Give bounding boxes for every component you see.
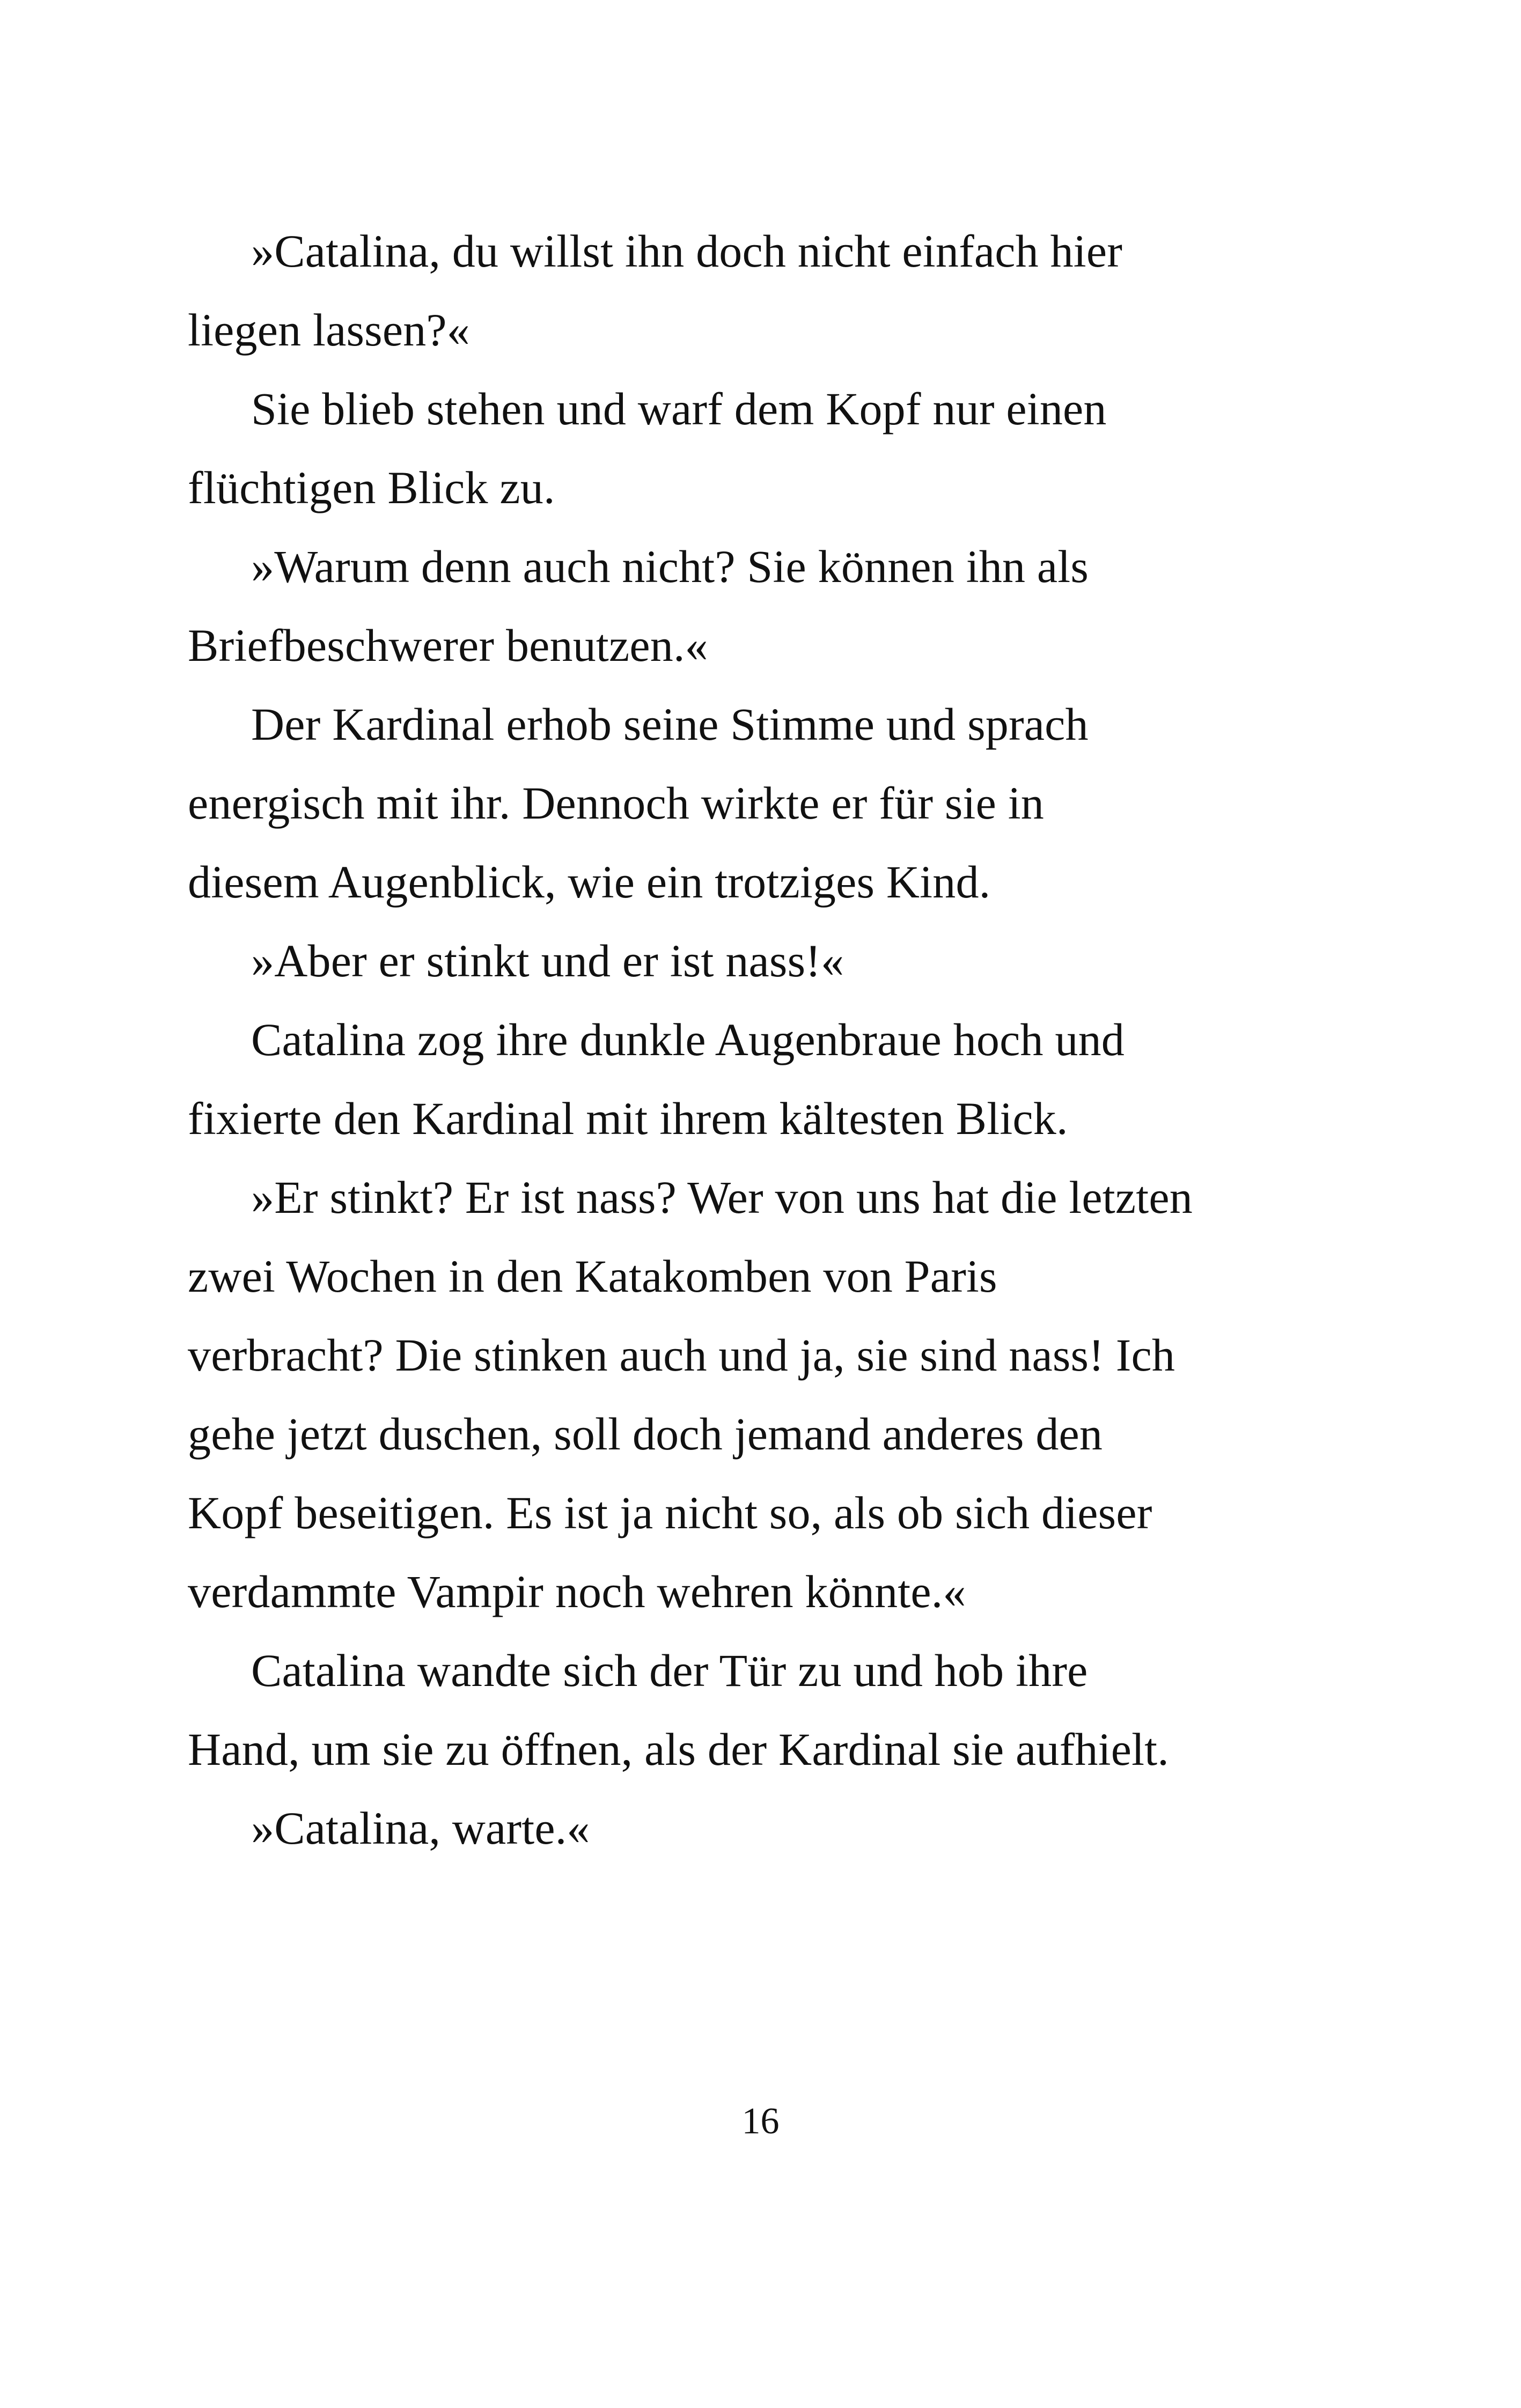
paragraph: »Catalina, warte.« bbox=[251, 1802, 590, 1854]
body-text bbox=[188, 212, 1320, 1868]
page-number: 16 bbox=[741, 2101, 780, 2142]
paragraph: Der Kardinal erhob seine Stimme und sprach energisch mit ihr. Dennoch wirkte er für sie in diesem Augenblick, wie ein trotziges Kind. bbox=[188, 698, 1089, 908]
paragraph: Catalina zog ihre dunkle Augenbraue hoch und fixierte den Kardinal mit ihrem kältesten Blick. bbox=[188, 1014, 1125, 1144]
paragraph: »Catalina, du willst ihn doch nicht einfach hier liegen lassen?« bbox=[188, 225, 1123, 356]
paragraph: »Warum denn auch nicht? Sie können ihn als Briefbeschwerer benutzen.« bbox=[188, 541, 1089, 671]
paragraph: Sie blieb stehen und warf dem Kopf nur einen flüchtigen Blick zu. bbox=[188, 383, 1107, 513]
paragraph: Catalina wandte sich der Tür zu und hob ihre Hand, um sie zu öffnen, als der Kardinal sie aufhielt. bbox=[188, 1645, 1169, 1775]
paragraph: »Aber er stinkt und er ist nass!« bbox=[251, 935, 844, 986]
paragraph: »Er stinkt? Er ist nass? Wer von uns hat die letzten zwei Wochen in den Katakomben von Paris verbracht? Die stinken auch und ja, sie sind nass! Ich gehe jetzt duschen, soll doch jemand anderes den Kopf beseitigen. Es ist ja nicht so, als ob sich dieser verdammte Vampir noch wehren könnte.« bbox=[188, 1172, 1193, 1617]
